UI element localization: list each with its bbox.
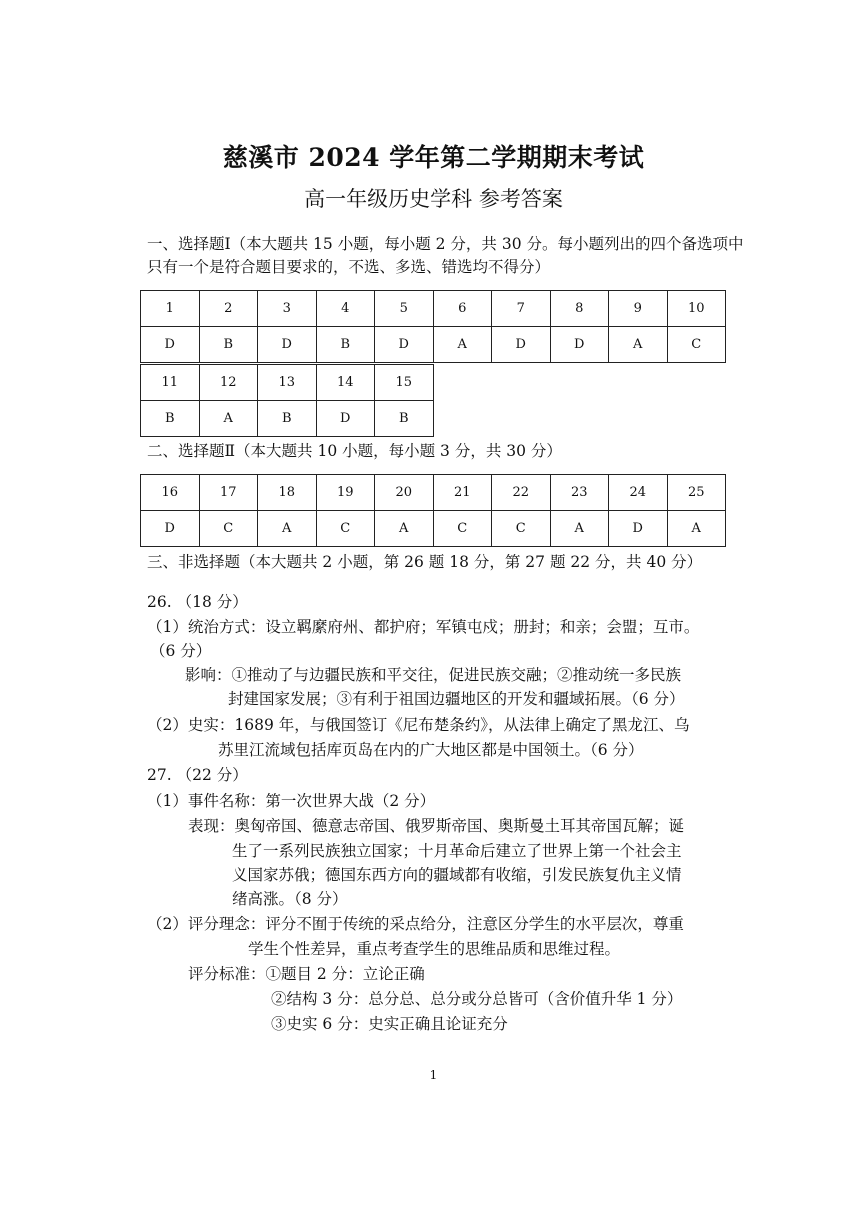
q26-p1-line2: （6 分）: [150, 642, 212, 660]
question-number-cell: 17: [199, 475, 258, 511]
page-subtitle: 高一年级历史学科 参考答案: [304, 187, 563, 211]
q26-p1-line1: （1）统治方式：设立羁縻府州、都护府；军镇屯戍；册封；和亲；会盟；互市。: [147, 618, 700, 636]
question-number-cell: 15: [375, 365, 434, 401]
question-number-cell: 20: [375, 475, 434, 511]
answer-table-section2: [140, 474, 726, 547]
section1-heading-line1: 一、选择题Ⅰ（本大题共 15 小题，每小题 2 分，共 30 分。每小题列出的四个备选项中: [147, 235, 744, 253]
q26-title: 26. （18 分）: [147, 593, 248, 611]
question-number-cell: 21: [433, 475, 492, 511]
answer-cell: B: [199, 327, 258, 363]
answer-cell: A: [550, 511, 609, 547]
q26-p2-line2: 苏里江流域包括库页岛在内的广大地区都是中国领土。（6 分）: [218, 741, 644, 759]
question-number-cell: 10: [667, 291, 726, 327]
answer-cell: C: [433, 511, 492, 547]
question-number-cell: 22: [492, 475, 551, 511]
q26-p2-line1: （2）史实：1689 年，与俄国签订《尼布楚条约》，从法律上确定了黑龙江、乌: [147, 716, 690, 734]
section1-heading-line2: 只有一个是符合题目要求的，不选、多选、错选均不得分）: [147, 258, 551, 276]
answer-cell: C: [316, 511, 375, 547]
q27-p1-line3: 生了一系列民族独立国家；十月革命后建立了世界上第一个社会主: [232, 842, 682, 860]
question-number-cell: 2: [199, 291, 258, 327]
page-title: 慈溪市 2024 学年第二学期期末考试: [222, 143, 645, 172]
section3-heading: 三、非选择题（本大题共 2 小题，第 26 题 18 分，第 27 题 22 分，共 40 分）: [147, 553, 703, 571]
q27-p1-line5: 绪高涨。（8 分）: [232, 890, 348, 908]
answer-cell: D: [258, 327, 317, 363]
answer-cell: D: [550, 327, 609, 363]
question-number-cell: 8: [550, 291, 609, 327]
question-number-cell: 13: [258, 365, 317, 401]
answer-cell: D: [316, 401, 375, 437]
answer-table-section1-row2: [140, 364, 434, 437]
q27-p2-line2: 学生个性差异，重点考查学生的思维品质和思维过程。: [248, 940, 621, 958]
answer-cell: C: [667, 327, 726, 363]
question-number-cell: 12: [199, 365, 258, 401]
answer-table-section1-row1: [140, 290, 726, 363]
question-number-cell: 5: [375, 291, 434, 327]
answer-cell: B: [258, 401, 317, 437]
q27-p2-line1: （2）评分理念：评分不囿于传统的采点给分，注意区分学生的水平层次，尊重: [147, 915, 684, 933]
question-number-cell: 4: [316, 291, 375, 327]
answer-cell: C: [492, 511, 551, 547]
question-number-cell: 25: [667, 475, 726, 511]
q27-title: 27. （22 分）: [147, 766, 248, 784]
answer-cell: C: [199, 511, 258, 547]
answer-cell: D: [141, 511, 200, 547]
question-number-cell: 23: [550, 475, 609, 511]
q27-p1-line4: 义国家苏俄；德国东西方向的疆域都有收缩，引发民族复仇主义情: [232, 866, 682, 884]
question-number-cell: 24: [609, 475, 668, 511]
section2-heading: 二、选择题Ⅱ（本大题共 10 小题，每小题 3 分，共 30 分）: [147, 442, 562, 460]
question-number-cell: 18: [258, 475, 317, 511]
q27-p2-line3: 评分标准：①题目 2 分：立论正确: [188, 965, 425, 983]
question-number-cell: 3: [258, 291, 317, 327]
question-number-cell: 6: [433, 291, 492, 327]
answer-cell: A: [375, 511, 434, 547]
page-number: 1: [429, 1068, 438, 1082]
question-number-cell: 7: [492, 291, 551, 327]
answer-cell: A: [667, 511, 726, 547]
answer-cell: A: [199, 401, 258, 437]
question-number-cell: 1: [141, 291, 200, 327]
q27-p1-line2: 表现：奥匈帝国、德意志帝国、俄罗斯帝国、奥斯曼土耳其帝国瓦解；诞: [188, 817, 685, 835]
answer-cell: B: [375, 401, 434, 437]
question-number-cell: 19: [316, 475, 375, 511]
answer-cell: D: [141, 327, 200, 363]
question-number-cell: 11: [141, 365, 200, 401]
q26-p1-line4: 封建国家发展；③有利于祖国边疆地区的开发和疆域拓展。（6 分）: [228, 690, 685, 708]
q26-p1-line3: 影响：①推动了与边疆民族和平交往，促进民族交融；②推动统一多民族: [185, 666, 682, 684]
answer-cell: A: [609, 327, 668, 363]
question-number-cell: 14: [316, 365, 375, 401]
answer-cell: D: [375, 327, 434, 363]
q27-p2-line5: ③史实 6 分：史实正确且论证充分: [271, 1015, 508, 1033]
answer-cell: A: [258, 511, 317, 547]
answer-cell: B: [316, 327, 375, 363]
answer-cell: D: [492, 327, 551, 363]
question-number-cell: 16: [141, 475, 200, 511]
question-number-cell: 9: [609, 291, 668, 327]
answer-cell: B: [141, 401, 200, 437]
answer-cell: D: [609, 511, 668, 547]
q27-p2-line4: ②结构 3 分：总分总、总分或分总皆可（含价值升华 1 分）: [271, 990, 683, 1008]
answer-cell: A: [433, 327, 492, 363]
q27-p1-line1: （1）事件名称：第一次世界大战（2 分）: [147, 792, 436, 810]
